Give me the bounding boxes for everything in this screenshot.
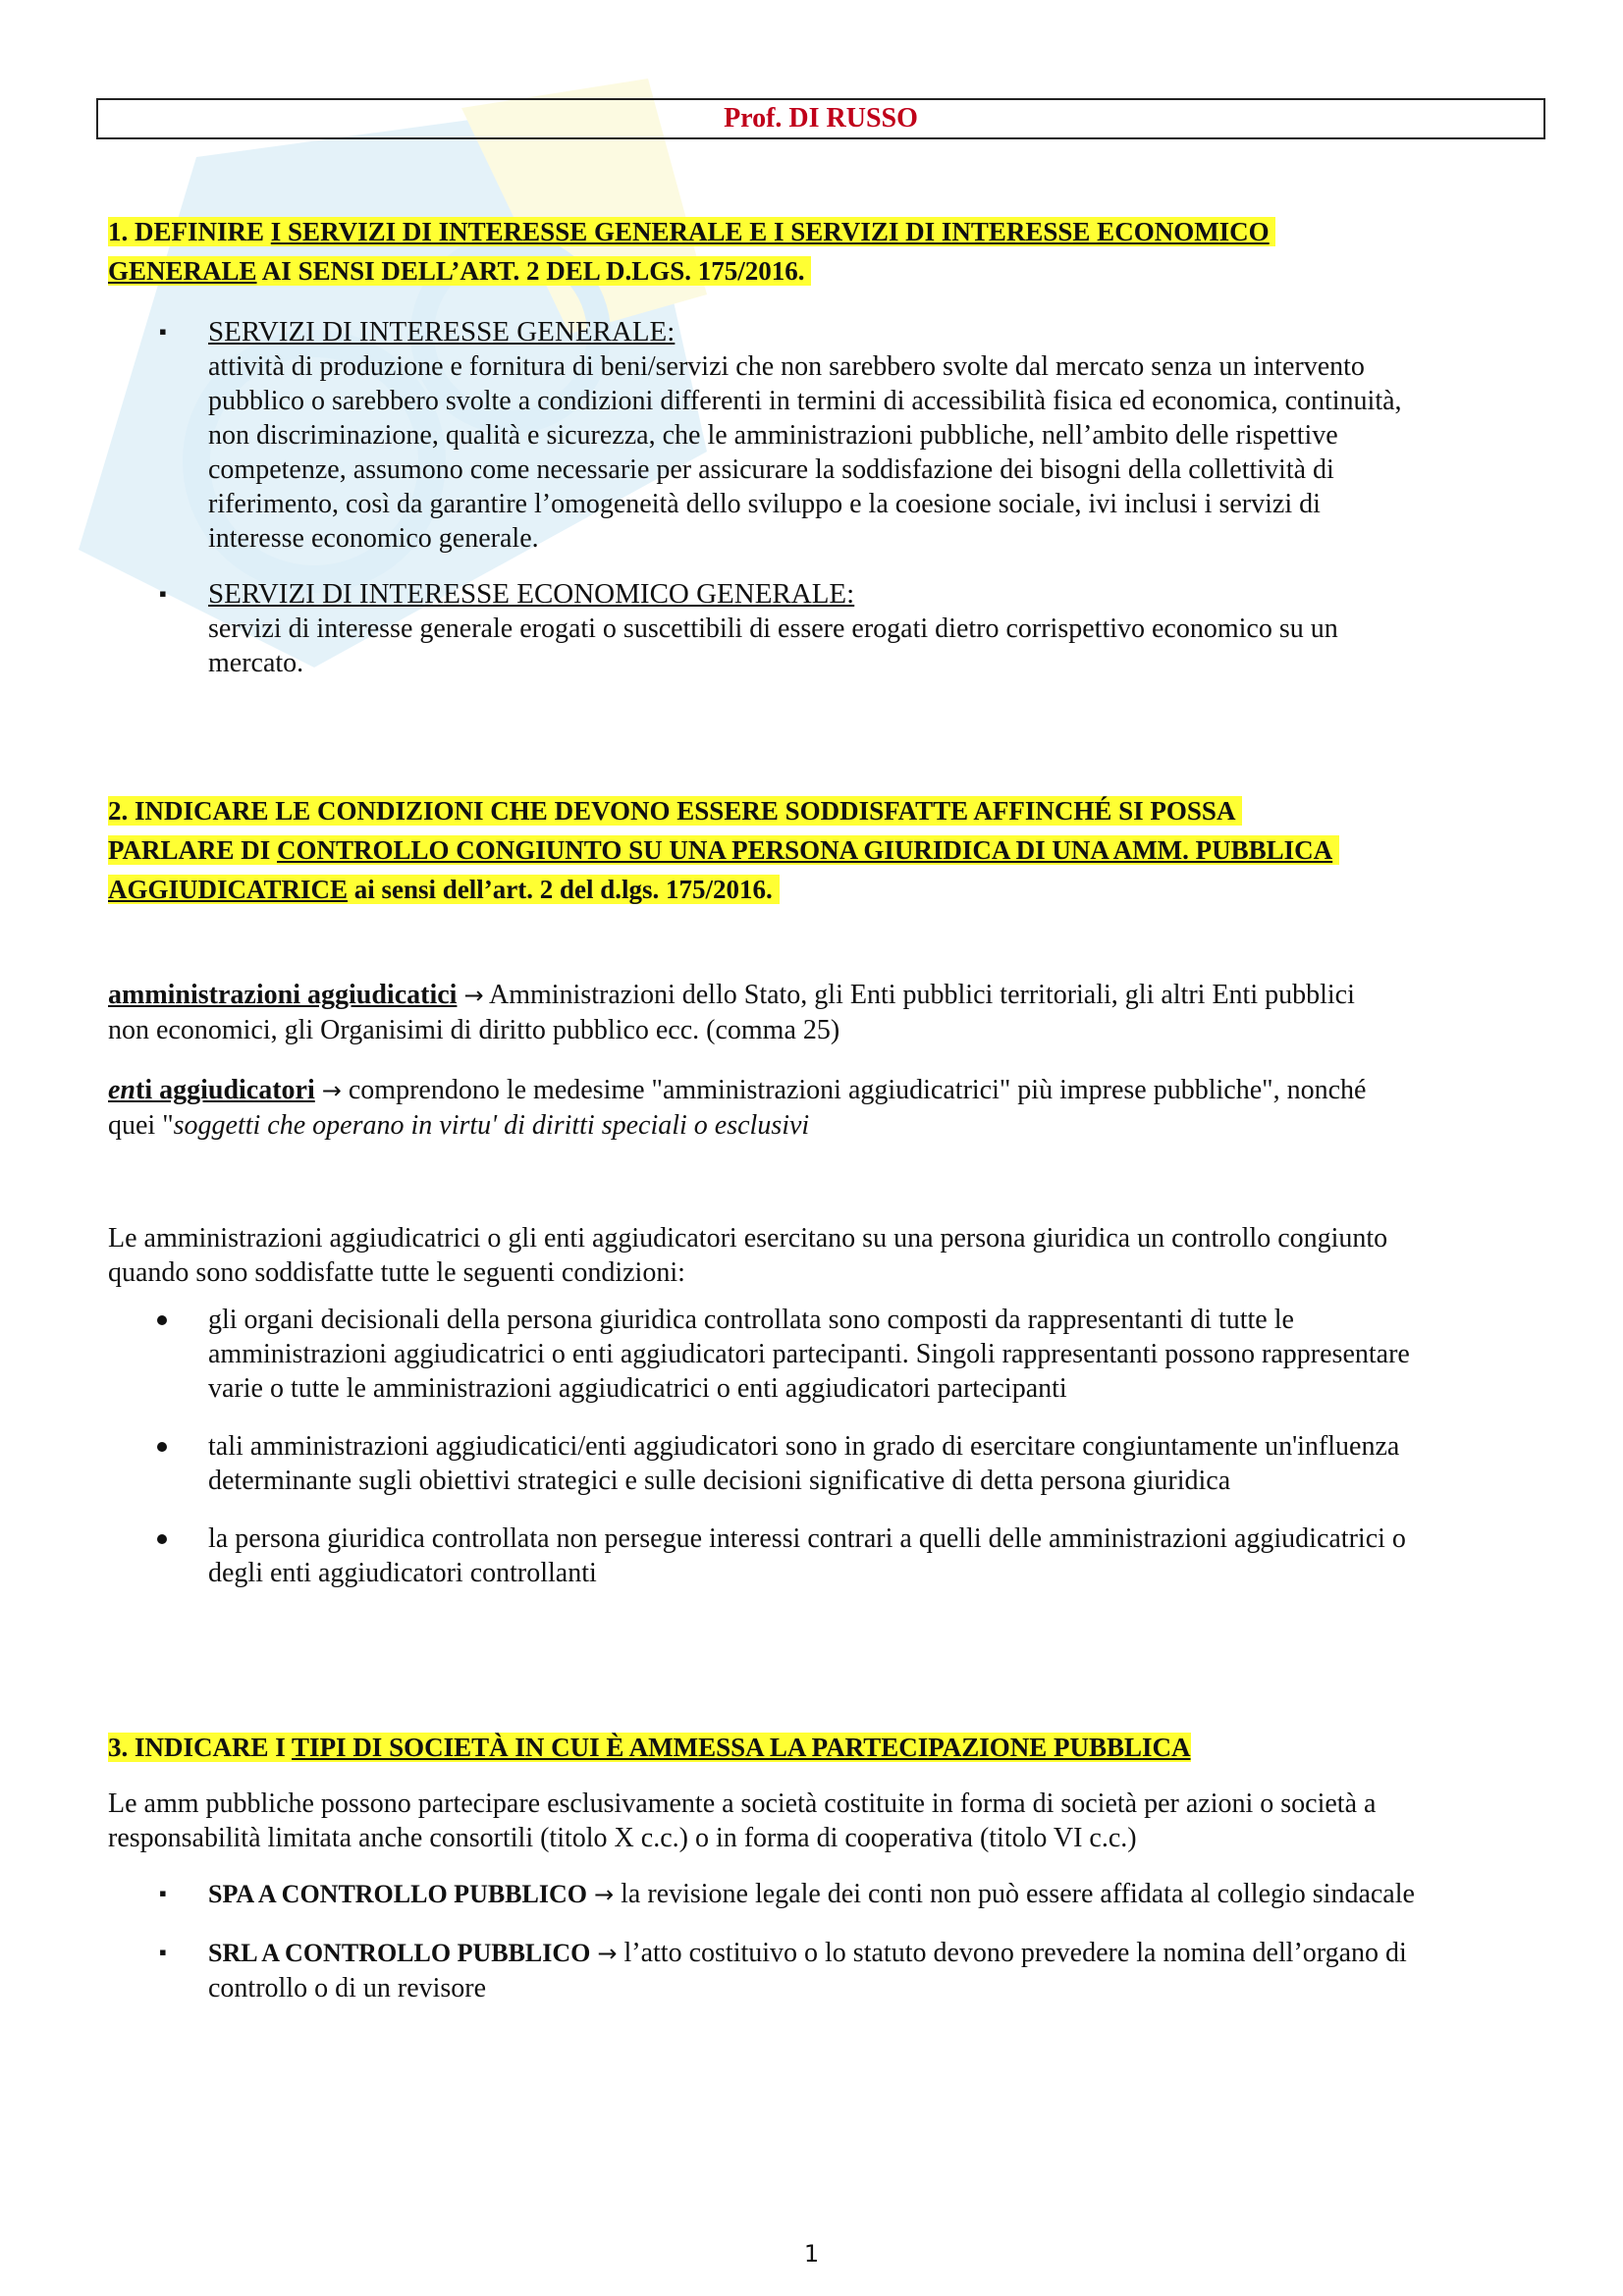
q2-title-line-2-underlined: CONTROLLO CONGIUNTO SU UNA PERSONA GIURIDICA DI UNA AMM. PUBBLICA: [277, 835, 1333, 865]
societa-intro-line: Le amm pubbliche possono partecipare esclusivamente a società costituite in forma di società per azioni o società a: [108, 1789, 1377, 1819]
controllo-intro-line: Le amministrazioni aggiudicatrici o gli enti aggiudicatori esercitano su una persona giuridica un controllo congiunto: [108, 1223, 1388, 1254]
controllo-intro-line: quando sono soddisfatte tutte le seguenti condizioni:: [108, 1257, 685, 1288]
q2-title-line-1: 2. INDICARE LE CONDIZIONI CHE DEVONO ESSERE SODDISFATTE AFFINCHÉ SI POSSA: [108, 796, 1236, 826]
societa-item-spa: [208, 1877, 1543, 1912]
definition-1-term: amministrazioni aggiudicatici: [108, 980, 458, 1010]
page-number: 1: [803, 2240, 820, 2268]
q3-title-pre: 3. INDICARE I: [108, 1733, 293, 1762]
q1-title-underlined: I SERVIZI DI INTERESSE GENERALE E I SERVIZI DI INTERESSE ECONOMICO: [270, 217, 1270, 246]
q2-title-line-3-underlined: AGGIUDICATRICE: [108, 875, 349, 904]
q1-item-2-term: SERVIZI DI INTERESSE ECONOMICO GENERALE:: [208, 578, 855, 610]
q1-title-pre: 1. DEFINIRE: [108, 217, 271, 246]
definition-1: [108, 978, 1542, 1047]
definition-2-term-b: ti aggiudicatori: [135, 1075, 315, 1105]
srl-term: SRL A CONTROLLO PUBBLICO: [208, 1939, 591, 1967]
square-bullet-icon: ▪: [159, 581, 167, 606]
controllo-intro: [108, 1221, 1542, 1290]
condition-3: [208, 1522, 1543, 1590]
q1-item-1-line: riferimento, così da garantire l’omogeneità dello sviluppo e la coesione sociale, ivi inclusi i servizi di: [208, 489, 1321, 519]
arrow-right-icon: →: [597, 1940, 618, 1967]
q1-title-underlined-2: GENERALE: [108, 256, 257, 286]
q3-title-underlined: TIPI DI SOCIETÀ IN CUI È AMMESSA LA PARTECIPAZIONE PUBBLICA: [292, 1733, 1191, 1762]
definition-2-text: comprendono le medesime "amministrazioni aggiudicatrici" più imprese pubbliche", nonché: [341, 1075, 1367, 1105]
question-3-title: [108, 1728, 1542, 1767]
q1-item-1-line: interesse economico generale.: [208, 523, 539, 554]
condition-1-line: gli organi decisionali della persona giuridica controllata sono composti da rappresentanti di tutte le: [208, 1305, 1294, 1335]
page-header: Prof. DI RUSSO: [96, 98, 1545, 139]
societa-item-srl: [208, 1936, 1543, 2005]
q2-title-line-3-post: ai sensi dell’art. 2 del d.lgs. 175/2016.: [348, 875, 773, 904]
societa-intro-line: responsabilità limitata anche consortili (titolo X c.c.) o in forma di cooperativa (titolo VI c.c.): [108, 1823, 1137, 1853]
condition-3-line: la persona giuridica controllata non persegue interessi contrari a quelli delle amministrazioni aggiudicatrici o: [208, 1523, 1406, 1554]
arrow-right-icon: →: [463, 982, 484, 1009]
condition-2: [208, 1429, 1543, 1498]
q1-item-1-term: SERVIZI DI INTERESSE GENERALE:: [208, 316, 676, 347]
definition-1-text: Amministrazioni dello Stato, gli Enti pubblici territoriali, gli altri Enti pubblici: [483, 980, 1355, 1010]
definition-2-term-a: en: [108, 1075, 135, 1105]
arrow-right-icon: →: [321, 1077, 342, 1104]
definition-1-text-2: non economici, gli Organisimi di diritto pubblico ecc. (comma 25): [108, 1015, 840, 1045]
q1-item-1-line: attività di produzione e fornitura di beni/servizi che non sarebbero svolte dal mercato senza un intervento: [208, 351, 1365, 382]
definition-2-text-2-italic: soggetti che operano in virtu' di diritti speciali o esclusivi: [173, 1110, 810, 1141]
condition-3-line: degli enti aggiudicatori controllanti: [208, 1558, 597, 1588]
spa-text: la revisione legale dei conti non può essere affidata al collegio sindacale: [614, 1879, 1415, 1909]
q1-item-1-line: non discriminazione, qualità e sicurezza, che le amministrazioni pubbliche, nell’ambito delle rispettive: [208, 420, 1338, 451]
arrow-right-icon: →: [594, 1881, 615, 1908]
condition-1-line: varie o tutte le amministrazioni aggiudicatrici o enti aggiudicatori partecipanti: [208, 1373, 1067, 1404]
round-bullet-icon: [157, 1442, 167, 1452]
q1-title-post: AI SENSI DELL’ART. 2 DEL D.LGS. 175/2016.: [256, 256, 805, 286]
definition-2: [108, 1073, 1542, 1143]
square-bullet-icon: ▪: [159, 319, 167, 344]
societa-intro: [108, 1787, 1542, 1855]
q1-item-2-line: servizi di interesse generale erogati o suscettibili di essere erogati dietro corrispettivo economico su un: [208, 614, 1338, 644]
srl-text-2: controllo o di un revisore: [208, 1973, 487, 2003]
condition-2-line: tali amministrazioni aggiudicatici/enti aggiudicatori sono in grado di esercitare congiuntamente un'influenza: [208, 1431, 1400, 1462]
q1-item-2-line: mercato.: [208, 648, 304, 678]
definition-2-text-2-pre: quei ": [108, 1110, 174, 1141]
question-2-title: [108, 791, 1542, 909]
condition-1-line: amministrazioni aggiudicatrici o enti aggiudicatori partecipanti. Singoli rappresentanti possono rappresentare: [208, 1339, 1410, 1369]
q2-title-line-2-pre: PARLARE DI: [108, 835, 278, 865]
q1-item-2: [208, 577, 1543, 680]
question-1-title: [108, 212, 1542, 291]
q1-item-1-line: competenze, assumono come necessarie per assicurare la soddisfazione dei bisogni della collettività di: [208, 454, 1334, 485]
srl-text: l’atto costituivo o lo statuto devono prevedere la nomina dell’organo di: [617, 1938, 1407, 1968]
q1-item-1: [208, 315, 1543, 556]
spa-term: SPA A CONTROLLO PUBBLICO: [208, 1880, 587, 1908]
square-bullet-icon: ▪: [159, 1881, 167, 1905]
round-bullet-icon: [157, 1534, 167, 1544]
q1-item-1-line: pubblico o sarebbero svolte a condizioni differenti in termini di accessibilità fisica ed economica, continuità,: [208, 386, 1402, 416]
round-bullet-icon: [157, 1315, 167, 1325]
condition-1: [208, 1303, 1543, 1406]
square-bullet-icon: ▪: [159, 1940, 167, 1964]
condition-2-line: determinante sugli obiettivi strategici e sulle decisioni significative di detta persona giuridica: [208, 1466, 1231, 1496]
